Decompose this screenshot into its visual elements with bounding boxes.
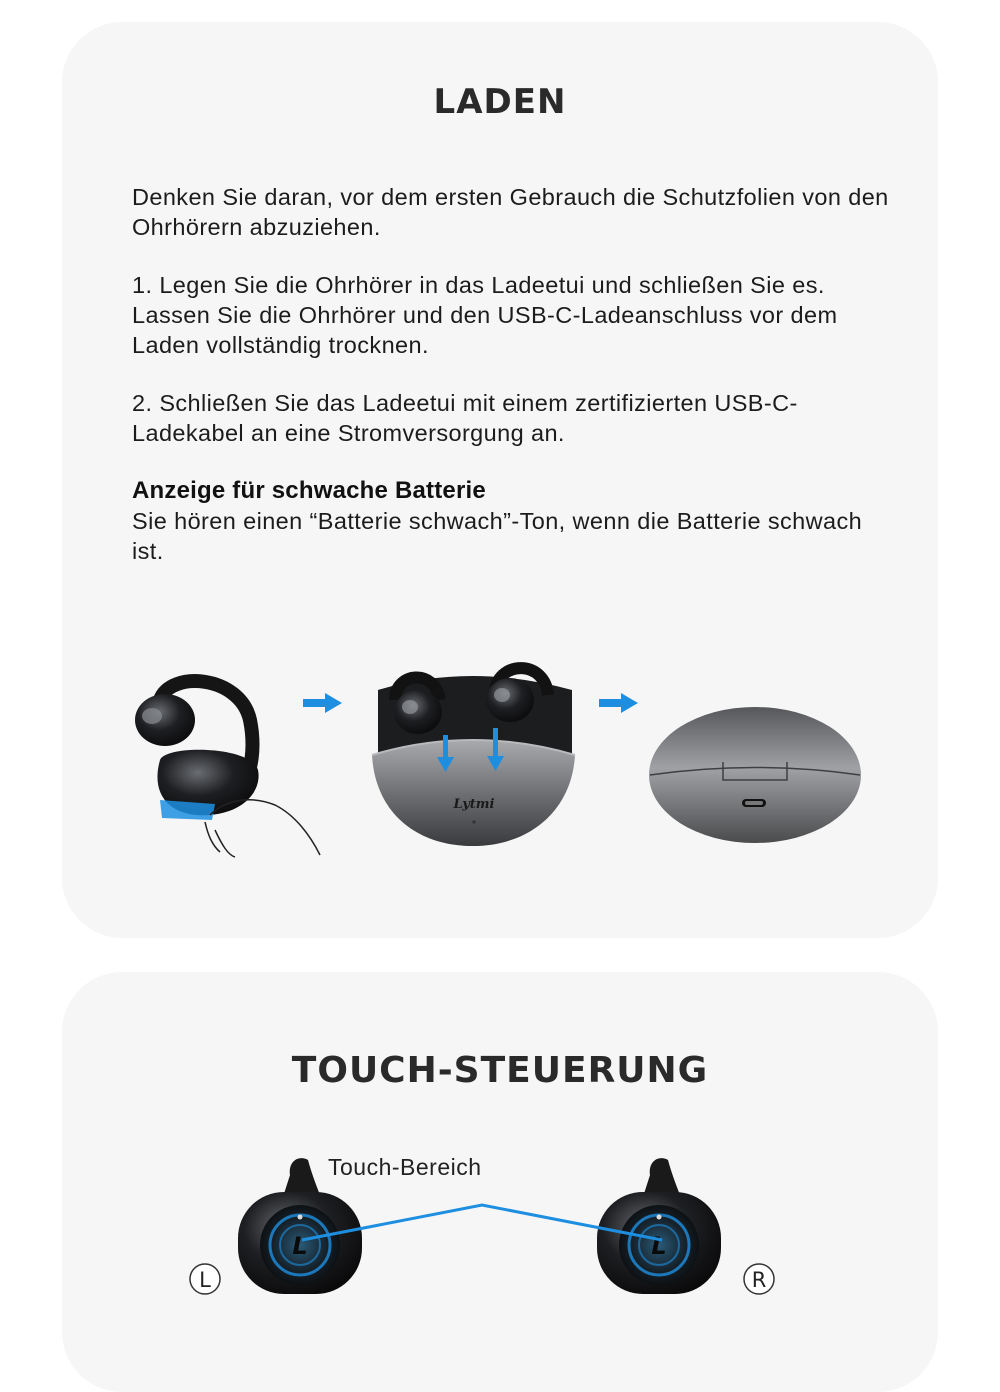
right-marker (744, 1264, 774, 1294)
arrow-right-icon (303, 693, 342, 713)
closed-charging-case (649, 707, 861, 843)
step-1-text: 1. Legen Sie die Ohrhörer in das Ladeetui und schließen Sie es. Lassen Sie die Ohrhörer und den USB-C-Ladeanschluss vor dem Laden vollständig trocknen. (132, 272, 838, 358)
left-marker-label: L (199, 1268, 211, 1292)
low-battery-text: Sie hören einen “Batterie schwach”-Ton, wenn die Batterie schwach ist. (132, 508, 863, 564)
step-2-text: 2. Schließen Sie das Ladeetui mit einem zertifizierten USB-C-Ladekabel an eine Stromversorgung an. (132, 390, 798, 446)
touch-title: TOUCH-STEUERUNG (291, 1050, 709, 1091)
arrow-right-icon (599, 693, 638, 713)
touch-area-label: Touch-Bereich (328, 1154, 482, 1180)
earbud-with-film (135, 681, 320, 857)
right-marker-label: R (751, 1268, 767, 1292)
open-charging-case (372, 668, 575, 846)
svg-text:L: L (651, 1232, 667, 1260)
charging-title: LADEN (433, 82, 567, 122)
left-marker (190, 1264, 220, 1294)
svg-text:L: L (292, 1232, 308, 1260)
case-brand-logo: Lytmi (453, 797, 495, 812)
intro-text: Denken Sie daran, vor dem ersten Gebrauch die Schutzfolien von den Ohrhörern abzuziehen. (132, 184, 889, 240)
low-battery-heading: Anzeige für schwache Batterie (132, 477, 486, 504)
